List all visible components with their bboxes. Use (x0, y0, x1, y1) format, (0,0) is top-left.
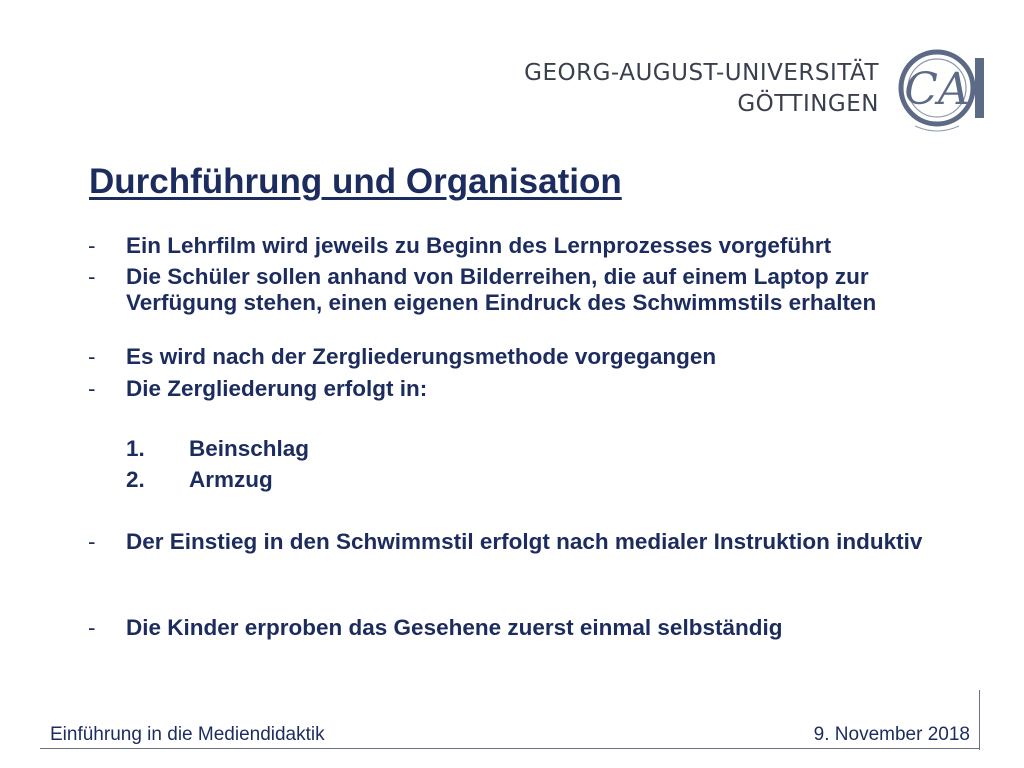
slide-title: Durchführung und Organisation (89, 162, 622, 201)
bullet-marker: - (88, 264, 96, 289)
bullet-marker: - (88, 233, 96, 258)
bullet-text: Der Einstieg in den Schwimmstil erfolgt nach medialer Instruktion induktiv (126, 529, 923, 554)
university-name-line2: GÖTTINGEN (737, 91, 879, 117)
numbered-item-number: 2. (126, 467, 145, 492)
footer-date: 9. November 2018 (813, 724, 970, 745)
bullet-text: Die Schüler sollen anhand von Bilderreihen, die auf einem Laptop zur Verfügung stehen, einen eigenen Eindruck des Schwimmstils erhalten (126, 264, 877, 315)
numbered-item (126, 467, 273, 493)
bullet-marker: - (88, 376, 96, 401)
numbered-item-label: Armzug (189, 467, 273, 492)
footer-divider-vertical (979, 690, 980, 750)
university-seal-icon (895, 48, 989, 134)
bullet-text: Ein Lehrfilm wird jeweils zu Beginn des Lernprozesses vorgeführt (126, 233, 832, 258)
bullet-item (88, 376, 948, 402)
bullet-text: Die Kinder erproben das Gesehene zuerst einmal selbständig (126, 615, 783, 640)
bullet-marker: - (88, 344, 96, 369)
bullet-item (88, 264, 948, 316)
bullet-item (88, 529, 948, 555)
bullet-item (88, 344, 948, 370)
footer-course-title: Einführung in die Mediendidaktik (50, 724, 325, 745)
bullet-item (88, 233, 948, 259)
bullet-text: Die Zergliederung erfolgt in: (126, 376, 428, 401)
numbered-item-label: Beinschlag (189, 436, 310, 461)
numbered-item-number: 1. (126, 436, 145, 461)
bullet-marker: - (88, 615, 96, 640)
footer-divider (40, 748, 980, 749)
bullet-marker: - (88, 529, 96, 554)
bullet-item (88, 615, 948, 641)
university-logo (895, 48, 989, 134)
numbered-item (126, 436, 309, 462)
bullet-text: Es wird nach der Zergliederungsmethode vorgegangen (126, 344, 717, 369)
university-name-line1: GEORG-AUGUST-UNIVERSITÄT (524, 60, 879, 86)
university-name (524, 58, 879, 120)
logo-monogram: CA (904, 64, 970, 115)
